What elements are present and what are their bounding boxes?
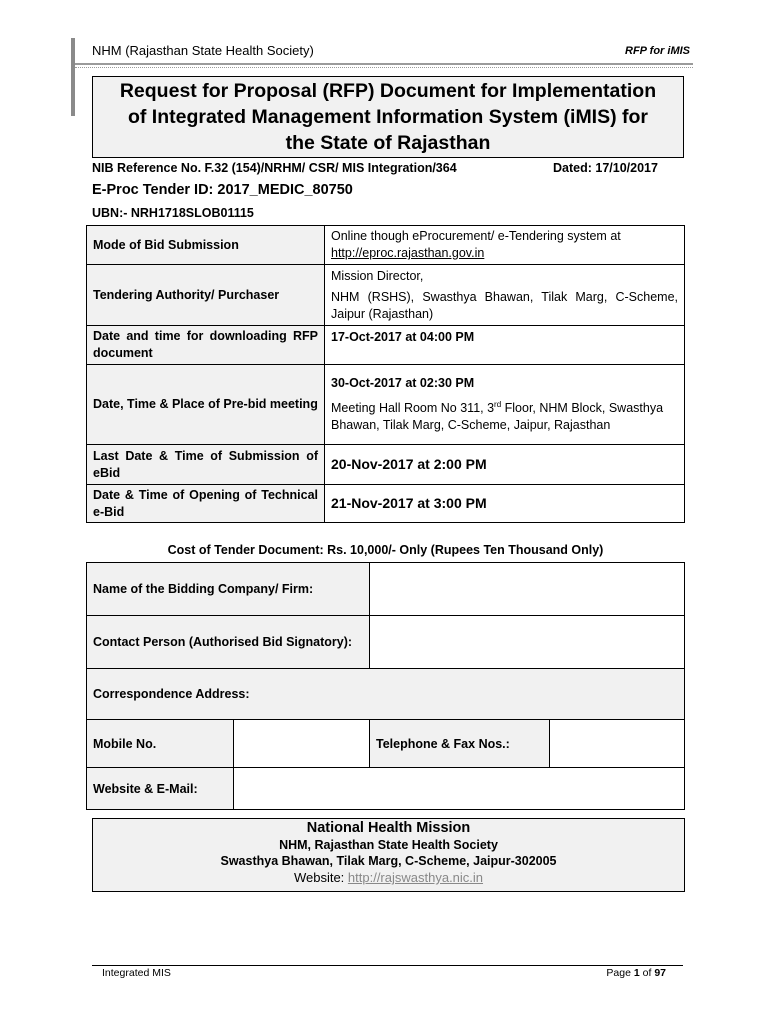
table-row (87, 720, 685, 768)
title-line-1: Request for Proposal (RFP) Document for Implementation (119, 80, 657, 102)
submission-label: Last Date & Time of Submission of eBid (87, 445, 325, 485)
footer-title: Integrated MIS (102, 967, 171, 979)
tender-cost-line: Cost of Tender Document: Rs. 10,000/- Only (Rupees Ten Thousand Only) (167, 543, 604, 557)
mode-label: Mode of Bid Submission (87, 226, 325, 265)
eproc-link[interactable]: http://eproc.rajasthan.gov.in (331, 246, 485, 260)
org-name: National Health Mission (306, 820, 471, 836)
authority-value: Mission Director, NHM (RSHS), Swasthya Bhawan, Tilak Marg, C-Scheme, Jaipur (Rajasthan) (325, 265, 685, 326)
table-row (87, 563, 685, 616)
table-row (87, 326, 685, 365)
website-field[interactable] (234, 768, 685, 810)
telephone-field[interactable] (550, 720, 685, 768)
telephone-label: Telephone & Fax Nos.: (370, 720, 550, 768)
footer-rule (92, 965, 683, 966)
header-organization: NHM (Rajasthan State Health Society) (92, 43, 314, 58)
nib-date: Dated: 17/10/2017 (553, 161, 658, 175)
website-label: Website & E-Mail: (87, 768, 234, 810)
document-title-box (92, 76, 684, 158)
mobile-field[interactable] (234, 720, 370, 768)
opening-value: 21-Nov-2017 at 3:00 PM (325, 485, 685, 523)
tender-info-table (86, 225, 685, 523)
table-row (87, 669, 685, 720)
contact-label: Contact Person (Authorised Bid Signatory): (87, 616, 370, 669)
margin-bar (71, 38, 75, 116)
download-value: 17-Oct-2017 at 04:00 PM (325, 326, 685, 365)
mode-value: Online though eProcurement/ e-Tendering system at http://eproc.rajasthan.gov.in (325, 226, 685, 265)
table-row (87, 445, 685, 485)
org-website: Website: http://rajswasthya.nic.in (293, 870, 484, 885)
eproc-tender-id: E-Proc Tender ID: 2017_MEDIC_80750 (92, 182, 353, 198)
authority-label: Tendering Authority/ Purchaser (87, 265, 325, 326)
contact-field[interactable] (370, 616, 685, 669)
table-row (87, 768, 685, 810)
company-field[interactable] (370, 563, 685, 616)
table-row (87, 616, 685, 669)
header-document-tag: RFP for iMIS (625, 45, 690, 57)
bidder-details-form (86, 562, 685, 810)
organization-box (92, 818, 685, 892)
header-rule (75, 63, 693, 65)
prebid-label: Date, Time & Place of Pre-bid meeting (87, 365, 325, 445)
org-address: Swasthya Bhawan, Tilak Marg, C-Scheme, Jaipur-302005 (220, 854, 557, 868)
download-label: Date and time for downloading RFP document (87, 326, 325, 365)
prebid-value: 30-Oct-2017 at 02:30 PM Meeting Hall Room No 311, 3rd Floor, NHM Block, Swasthya Bhawan, Tilak Marg, C-Scheme, Jaipur, Rajasthan (325, 365, 685, 445)
org-society: NHM, Rajasthan State Health Society (279, 838, 498, 852)
table-row (87, 365, 685, 445)
submission-value: 20-Nov-2017 at 2:00 PM (325, 445, 685, 485)
table-row (87, 226, 685, 265)
opening-label: Date & Time of Opening of Technical e-Bid (87, 485, 325, 523)
address-label: Correspondence Address: (87, 669, 685, 720)
ubn-number: UBN:- NRH1718SLOB01115 (92, 206, 254, 220)
nib-reference: NIB Reference No. F.32 (154)/NRHM/ CSR/ MIS Integration/364 (92, 161, 457, 175)
table-row (87, 485, 685, 523)
header-rule-dotted (75, 67, 693, 68)
company-label: Name of the Bidding Company/ Firm: (87, 563, 370, 616)
website-link[interactable]: http://rajswasthya.nic.in (347, 870, 484, 885)
title-line-3: the State of Rajasthan (285, 132, 491, 154)
title-line-2: of Integrated Management Information System (iMIS) for (127, 106, 649, 128)
table-row (87, 265, 685, 326)
mobile-label: Mobile No. (87, 720, 234, 768)
page-number: Page 1 of 97 (606, 967, 666, 979)
